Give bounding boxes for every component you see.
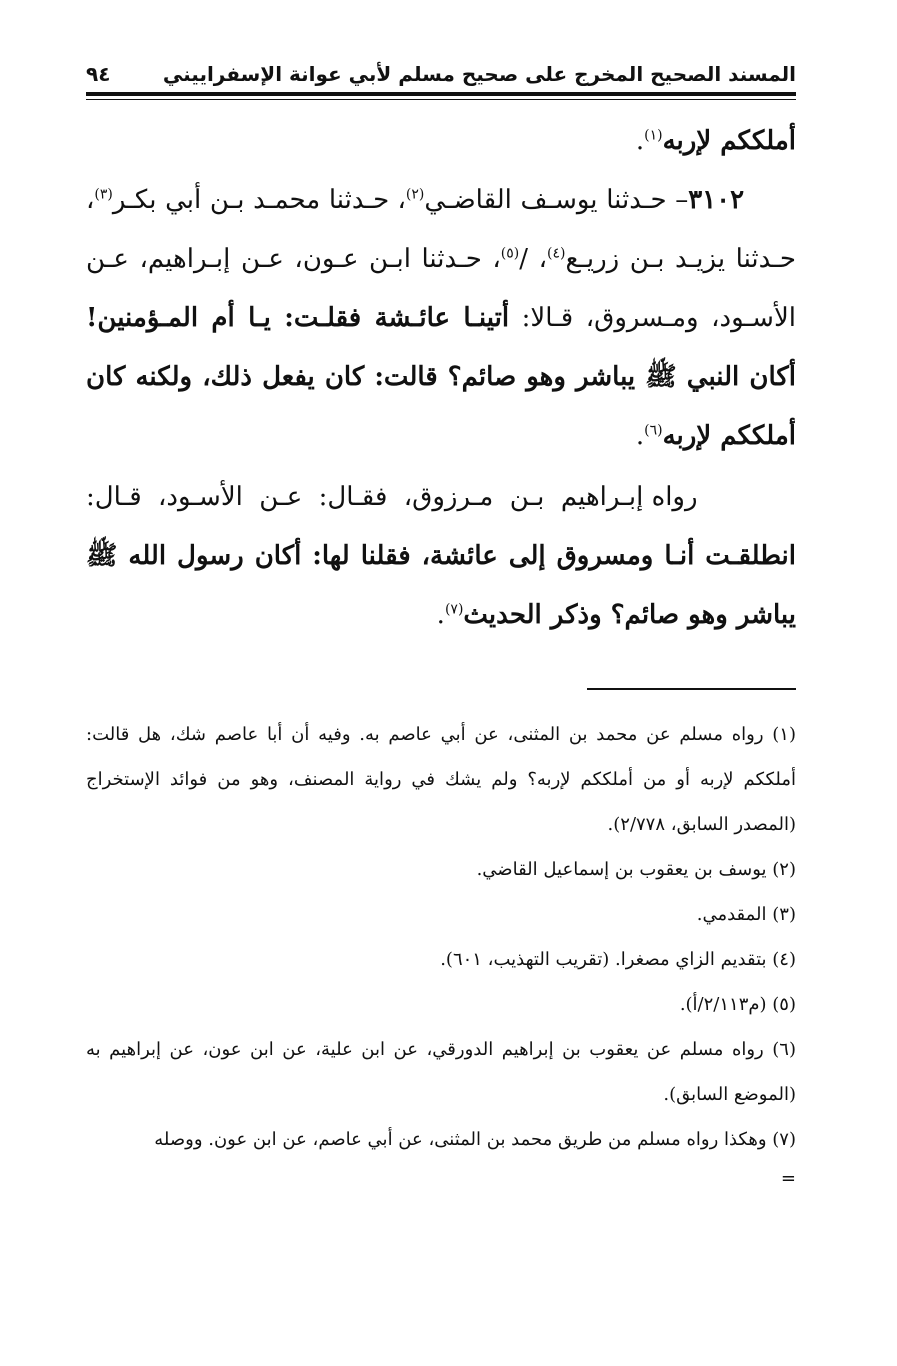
footnote-1: (١) رواه مسلم عن محمد بن المثنى، عن أبي عاصم به. وفيه أن أبا عاصم شك، هل قالت: أملككم لإربه أو من أملككم لإربه؟ ولم يشك في رواية المصنف، وهو من فوائد الإستخراج (المصدر السابق، ٢/٧٧٨).: [86, 724, 796, 835]
footnote-5: (٥) (م٢/١١٣/أ).: [679, 994, 796, 1015]
riwaya-paragraph: رواه إبـراهيم بـن مـرزوق، فقـال: عـن الأسـود، قـال: انطلقـت أنـا ومسروق إلى عائشة، فقلنا لها: أكان رسول الله ﷺ يباشر وهو صائم؟ وذكر الحديث$^{(٧)}$.: [86, 482, 796, 630]
hadith-paragraph: ٣١٠٢– حـدثنا يوسـف القاضـي$^{(٢)}$، حـدثنا محمـد بـن أبي بكـر$^{(٣)}$، حـدثنا يزيـد بـن زريـع$^{(٤)}$، /$^{(٥)}$، حـدثنا ابـن عـون، عـن إبـراهيم، عـن الأسـود، ومـسروق، قـالا: أتينـا عائـشة فقلـت: يـا أم المـؤمنين! أكان النبي ﷺ يباشر وهو صائم؟ قالت: كان يفعل ذلك، ولكنه كان أملككم لإربه$^{(٦)}$.: [86, 185, 796, 451]
running-title: المسند الصحيح المخرج على صحيح مسلم لأبي عوانة الإسفراييني: [162, 62, 796, 86]
footnotes: [86, 712, 796, 1201]
footnote-4: (٤) بتقديم الزاي مصغرا. (تقريب التهذيب، ٦٠١).: [440, 949, 796, 970]
main-text: [86, 112, 796, 645]
footnote-6: (٦) رواه مسلم عن يعقوب بن إبراهيم الدورقي، عن ابن علية، عن ابن عون، عن إبراهيم به (الموضع السابق).: [86, 1039, 796, 1105]
continuation-mark: =: [780, 1168, 796, 1189]
footnote-2: (٢) يوسف بن يعقوب بن إسماعيل القاضي.: [476, 859, 796, 880]
footnote-3: (٣) المقدمي.: [696, 904, 796, 925]
page-header: [86, 58, 796, 90]
page-number: ٩٤: [86, 62, 111, 86]
carryover-line: أملككم لإربه$^{(١)}$.: [635, 126, 796, 156]
header-rule-thick: [86, 92, 796, 96]
footnote-7: (٧) وهكذا رواه مسلم من طريق محمد بن المثنى، عن أبي عاصم، عن ابن عون. ووصله: [154, 1129, 796, 1150]
header-rule-thin: [86, 99, 796, 100]
hadith-number: ٣١٠٢: [688, 185, 745, 215]
footnote-separator: [587, 688, 796, 690]
